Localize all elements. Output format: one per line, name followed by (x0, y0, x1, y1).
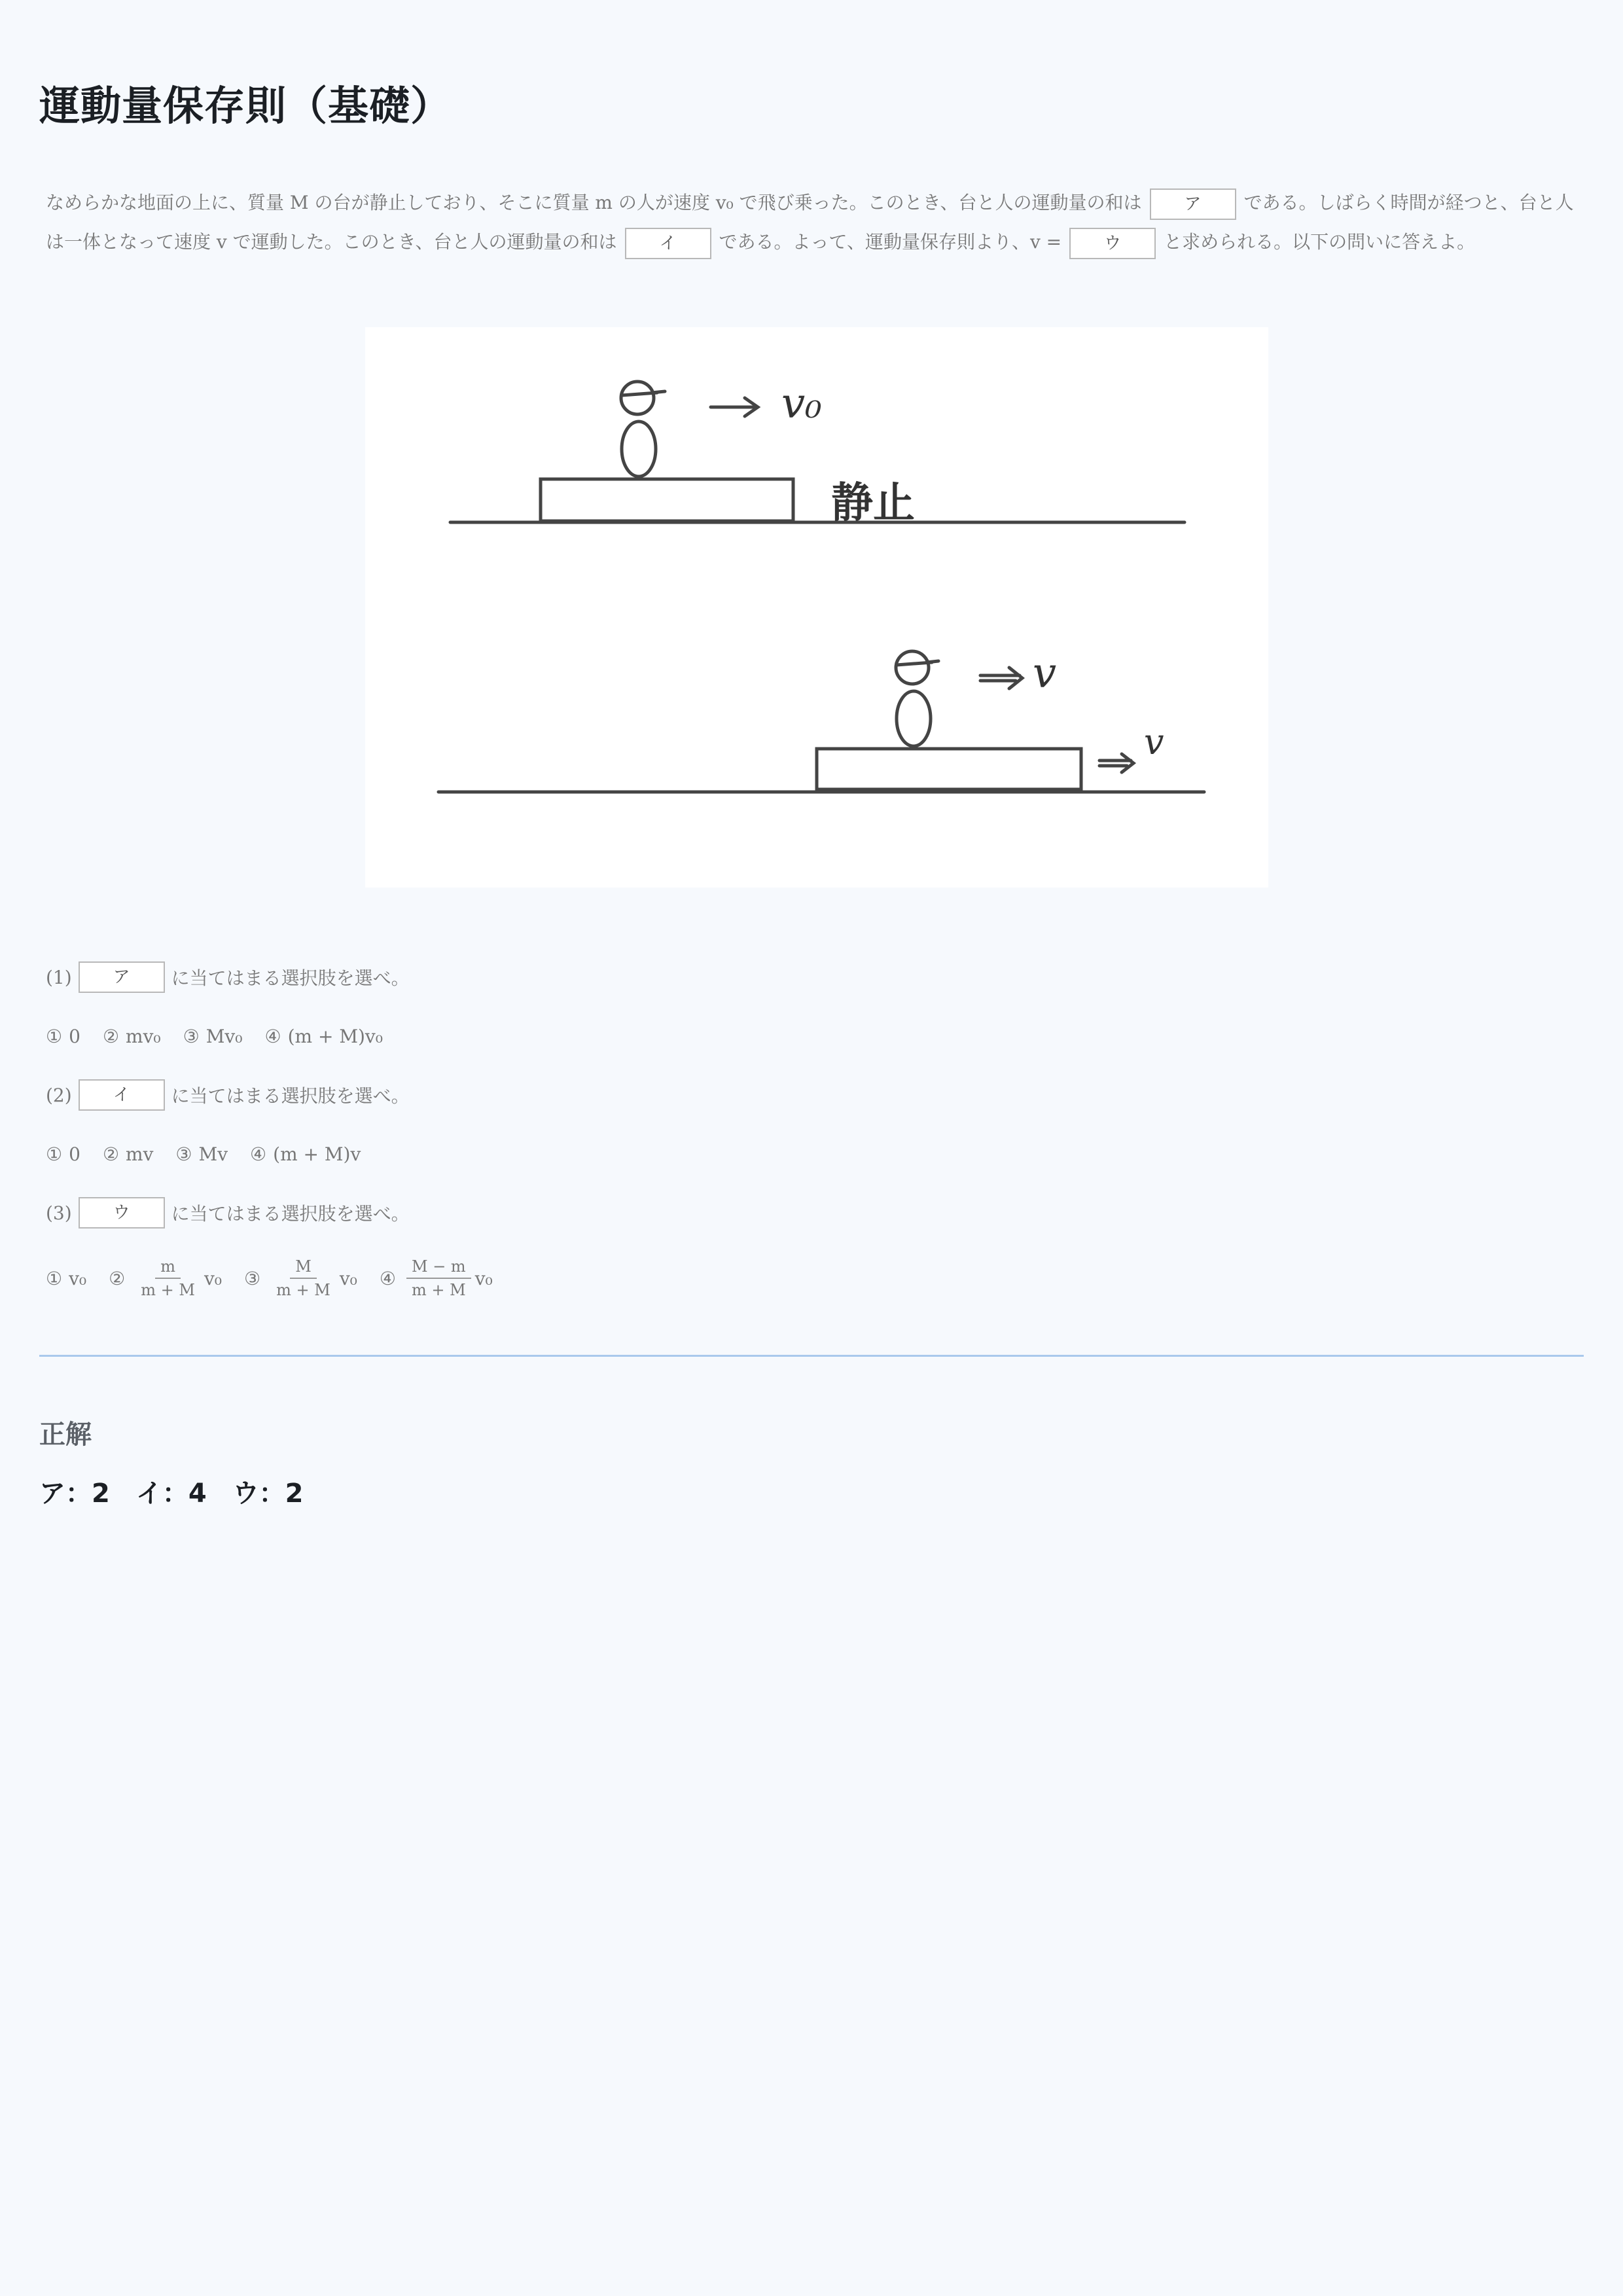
question-blank: ア (79, 961, 165, 993)
arrow-bottom-platform (1099, 754, 1133, 772)
problem-text-3: である。よって、運動量保存則より、v = (719, 231, 1062, 253)
problem-text-2: である。しばらく時間が経つと、台と人は一体となって速度 v で運動した。このとき、台と人の運動量の和は (46, 192, 1574, 253)
person-top (621, 382, 665, 476)
question-3 (46, 1183, 962, 1242)
question-2 (46, 1066, 962, 1124)
choice-1-1[interactable]: ① 0 (46, 1025, 80, 1047)
question-number: (2) (46, 1084, 72, 1106)
problem-text-4: と求められる。以下の問いに答えよ。 (1164, 231, 1476, 253)
platform-top (541, 479, 793, 521)
label-v-person: v (1033, 649, 1057, 698)
choices-1 (46, 1007, 962, 1066)
person-bottom (896, 651, 938, 746)
choice-3-2[interactable]: ② $\frac{m}{m + M}$ v₀ (109, 1255, 222, 1301)
fraction: $\frac{m}{m + M}$ (135, 1255, 200, 1301)
question-prompt: に当てはまる選択肢を選べ。 (171, 1085, 410, 1107)
question-blank: ウ (79, 1197, 165, 1229)
choices-3 (46, 1242, 962, 1314)
choice-3-4[interactable]: ④ $\frac{M - m}{m + M}$ v₀ (380, 1255, 493, 1301)
choice-2-2[interactable]: ② mv (102, 1143, 154, 1165)
answer-label: 正解 (39, 1420, 92, 1450)
blank-a: ア (1150, 188, 1236, 220)
figure-drawing (365, 327, 1268, 888)
choice-1-2[interactable]: ② mv₀ (102, 1025, 161, 1047)
choice-3-3[interactable]: ③ $\frac{M}{m + M}$ v₀ (244, 1255, 357, 1301)
choices-2 (46, 1124, 962, 1183)
choice-1-3[interactable]: ③ Mv₀ (183, 1025, 243, 1047)
platform-bottom (817, 749, 1081, 789)
figure (365, 327, 1268, 888)
problem-statement (46, 183, 1584, 262)
label-v0: v₀ (781, 380, 822, 428)
question-number: (3) (46, 1202, 72, 1224)
choice-1-4[interactable]: ④ (m + M)v₀ (264, 1025, 383, 1047)
choice-3-1[interactable]: ① v₀ (46, 1267, 87, 1289)
problem-text-1: なめらかな地面の上に、質量 M の台が静止しており、そこに質量 m の人が速度 v₀ で飛び乗った。このとき、台と人の運動量の和は (46, 192, 1142, 213)
label-stationary: 静止 (831, 479, 915, 528)
question-1 (46, 948, 962, 1007)
question-number: (1) (46, 966, 72, 988)
arrow-top-person (711, 398, 758, 416)
fraction: $\frac{M}{m + M}$ (271, 1255, 336, 1301)
arrow-bottom-person (980, 668, 1022, 689)
choice-2-3[interactable]: ③ Mv (175, 1143, 228, 1165)
answer-text: ア：2 イ：4 ウ：2 (39, 1479, 304, 1509)
fraction: $\frac{M - m}{m + M}$ (406, 1255, 471, 1301)
blank-u: ウ (1069, 228, 1156, 259)
question-prompt: に当てはまる選択肢を選べ。 (171, 1203, 410, 1225)
question-list (46, 948, 962, 1314)
section-divider (39, 1355, 1584, 1357)
label-v-platform: v (1144, 721, 1164, 762)
page-title: 運動量保存則（基礎） (39, 82, 452, 130)
blank-i: イ (625, 228, 711, 259)
choice-2-4[interactable]: ④ (m + M)v (250, 1143, 361, 1165)
question-prompt: に当てはまる選択肢を選べ。 (171, 967, 410, 989)
question-blank: イ (79, 1079, 165, 1111)
choice-2-1[interactable]: ① 0 (46, 1143, 80, 1165)
